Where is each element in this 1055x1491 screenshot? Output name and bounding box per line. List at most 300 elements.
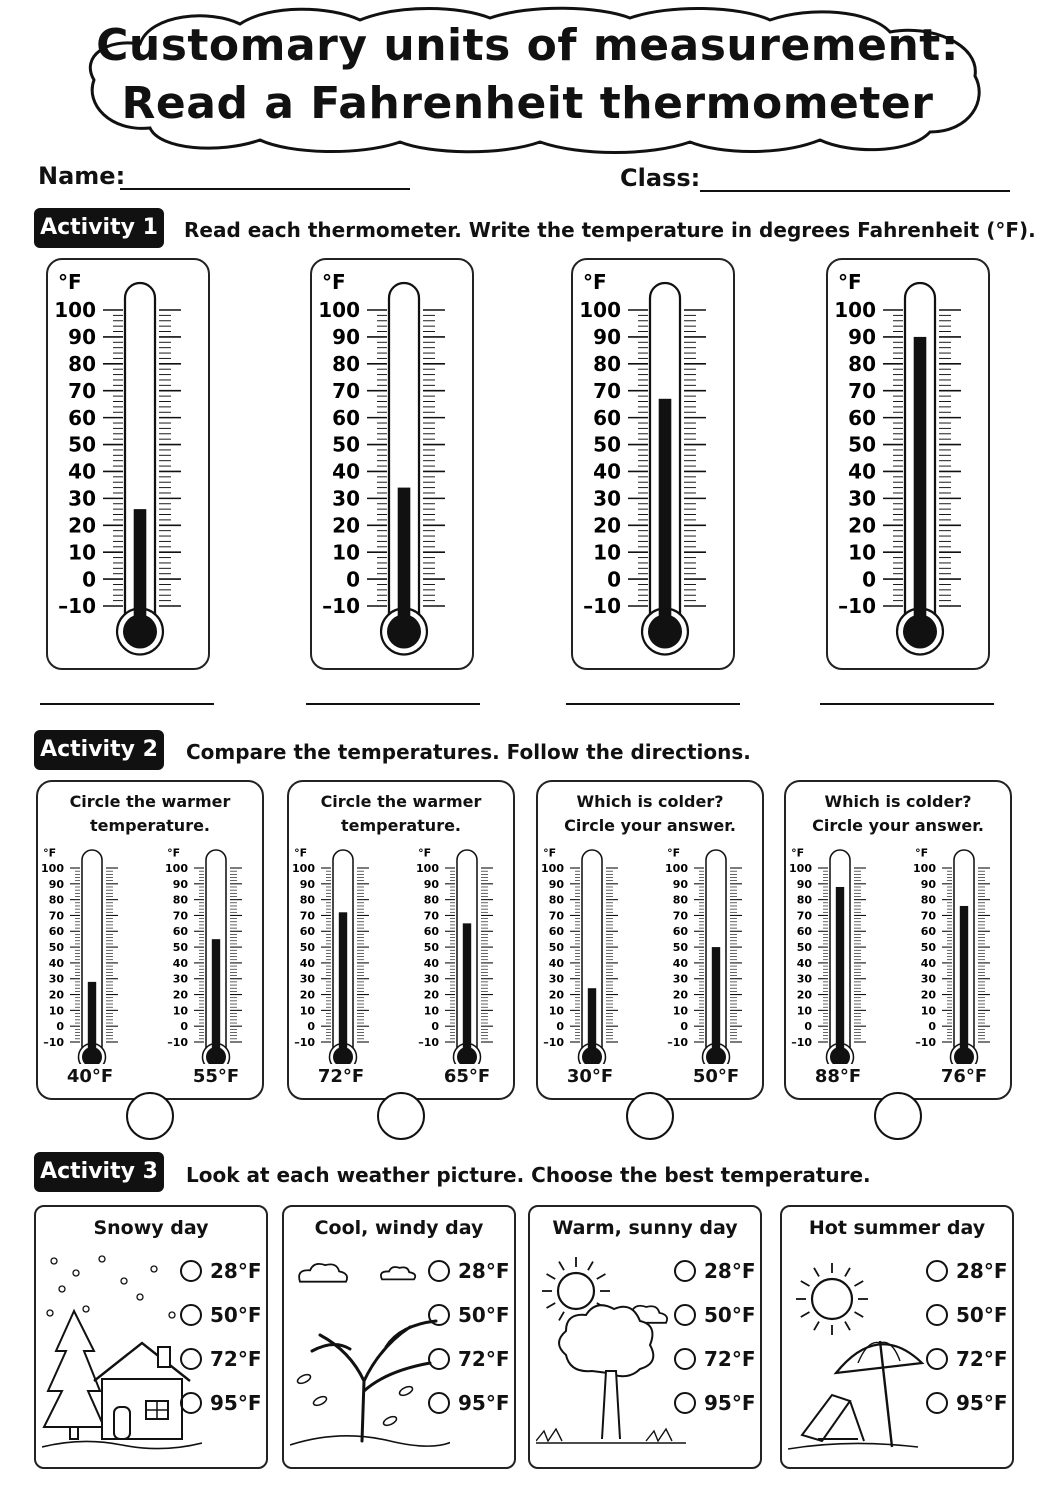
a1-thermo-1-bulb bbox=[123, 615, 157, 649]
activity-3-temp-option[interactable] bbox=[674, 1347, 756, 1371]
activity-1-thermometer-card bbox=[46, 258, 210, 670]
a2-card-3-left-tick-label: 80 bbox=[548, 893, 564, 907]
activity-2-thermometer-pair bbox=[786, 844, 1010, 1064]
a2-card-1-left-tick-label: 40 bbox=[48, 956, 64, 970]
a1-thermo-3-tick-label: –10 bbox=[583, 594, 621, 619]
activity-3-weather-card bbox=[34, 1205, 268, 1469]
a2-card-3-right-liquid-column bbox=[712, 947, 720, 1057]
a3-card-1-snowflake bbox=[99, 1256, 105, 1262]
a1-thermo-4-tick-label: 100 bbox=[834, 298, 876, 323]
a2-card-4-left-tick-label: 60 bbox=[796, 925, 812, 939]
a2-card-4-right-tick-label: 10 bbox=[920, 1004, 936, 1018]
a1-thermo-3-tick-label: 50 bbox=[593, 432, 621, 457]
a2-card-3-left-tick-label: 50 bbox=[548, 941, 564, 955]
activity-3-weather-title: Warm, sunny day bbox=[552, 1217, 738, 1239]
a1-thermo-1-liquid-column bbox=[134, 509, 147, 631]
activity-1-answer-line[interactable] bbox=[820, 703, 994, 705]
activity-3-weather-card bbox=[282, 1205, 516, 1469]
a2-card-4-right-tick-label: 20 bbox=[920, 988, 936, 1002]
a2-card-1-right-tick-label: 60 bbox=[172, 925, 188, 939]
a3-card-2-ground bbox=[290, 1436, 450, 1446]
activity-3-temp-option-label: 28°F bbox=[458, 1259, 510, 1283]
a1-thermo-2-tick-label: 10 bbox=[332, 540, 360, 565]
a1-thermo-1-tick-label: 90 bbox=[68, 325, 96, 350]
a2-card-3-left-tick-label: –10 bbox=[543, 1035, 564, 1049]
radio-circle-icon[interactable] bbox=[180, 1348, 202, 1370]
activity-2-right-temp[interactable]: 76°F bbox=[940, 1066, 988, 1087]
a2-card-1-right-tick-label: 10 bbox=[172, 1004, 188, 1018]
a2-card-1-right-liquid-column bbox=[212, 939, 220, 1057]
activity-2-direction-line-1: Which is colder? bbox=[576, 792, 724, 811]
radio-circle-icon[interactable] bbox=[180, 1392, 202, 1414]
activity-3-temp-option-label: 72°F bbox=[458, 1347, 510, 1371]
name-label: Name: bbox=[38, 162, 126, 190]
a1-thermo-3-tick-label: 60 bbox=[593, 405, 621, 430]
a2-card-3-left-tick-label: 40 bbox=[548, 956, 564, 970]
a1-thermo-2-tick-label: 40 bbox=[332, 459, 360, 484]
a2-card-3-left-tick-label: 70 bbox=[548, 909, 564, 923]
a1-thermo-1-tick-label: 10 bbox=[68, 540, 96, 565]
a3-card-3-sun-ray bbox=[559, 1312, 564, 1321]
a2-card-1-left-tick-label: 10 bbox=[48, 1004, 64, 1018]
a2-card-4-right-tick-label: –10 bbox=[915, 1035, 936, 1049]
a1-thermo-1-tick-label: –10 bbox=[58, 594, 96, 619]
a2-card-4-left-tick-label: 40 bbox=[796, 956, 812, 970]
a3-card-2-cloud bbox=[381, 1267, 415, 1279]
a3-card-4-sun-ray bbox=[845, 1322, 850, 1331]
a3-card-4-beach-chair bbox=[802, 1395, 864, 1441]
a3-card-4-sand bbox=[788, 1443, 918, 1449]
a2-card-2-left-liquid-column bbox=[339, 912, 347, 1057]
activity-2-left-temp[interactable]: 72°F bbox=[317, 1066, 365, 1087]
a1-thermo-3-tick-label: 20 bbox=[593, 513, 621, 538]
a2-card-2-right-tick-label: 40 bbox=[423, 956, 439, 970]
class-label: Class: bbox=[620, 164, 701, 192]
a2-card-4-right-tick-label: 60 bbox=[920, 925, 936, 939]
a1-thermo-3-tick-label: 70 bbox=[593, 378, 621, 403]
a3-card-4-sun bbox=[812, 1279, 852, 1319]
activity-2-left-temp[interactable]: 40°F bbox=[66, 1066, 114, 1087]
a2-card-4-left-tick-label: –10 bbox=[791, 1035, 812, 1049]
a2-card-3-right-tick-label: 50 bbox=[672, 941, 688, 955]
a2-card-2-left-tick-label: 0 bbox=[307, 1020, 315, 1034]
a2-card-1-right-tick-label: 50 bbox=[172, 941, 188, 955]
activity-3-weather-title: Snowy day bbox=[93, 1217, 209, 1239]
a1-thermo-4-unit-label: °F bbox=[838, 270, 862, 294]
radio-circle-icon[interactable] bbox=[674, 1260, 696, 1282]
a3-card-4-sun-ray bbox=[845, 1268, 850, 1277]
windy-tree-icon bbox=[290, 1251, 450, 1455]
a2-card-3-left-tick-label: 100 bbox=[541, 861, 564, 875]
a1-thermo-4-tick-label: 50 bbox=[848, 432, 876, 457]
a2-card-3-right-unit-label: °F bbox=[667, 846, 681, 860]
activity-1-thermometer bbox=[828, 260, 988, 668]
a2-card-1-right-tick-label: –10 bbox=[167, 1035, 188, 1049]
a2-card-4-right-tick-label: 90 bbox=[920, 877, 936, 891]
a2-card-2-left-tick-label: 50 bbox=[299, 941, 315, 955]
a3-card-2-blowing-leaf bbox=[398, 1385, 414, 1397]
a2-card-3-left-tick-label: 0 bbox=[556, 1020, 564, 1034]
activity-3-temp-option[interactable] bbox=[428, 1259, 510, 1283]
a2-card-1-left-tick-label: 90 bbox=[48, 877, 64, 891]
a1-thermo-2-tick-label: 80 bbox=[332, 352, 360, 377]
radio-circle-icon[interactable] bbox=[674, 1392, 696, 1414]
a3-card-3-sun-ray bbox=[597, 1274, 606, 1279]
activity-1-answer-line[interactable] bbox=[306, 703, 480, 705]
activity-2-badge: Activity 2 bbox=[34, 730, 164, 770]
activity-1-thermometer bbox=[48, 260, 208, 668]
activity-3-weather-title: Hot summer day bbox=[808, 1217, 986, 1239]
activity-1-badge: Activity 1 bbox=[34, 208, 164, 248]
a1-thermo-4-tick-label: 10 bbox=[848, 540, 876, 565]
activity-3-temp-option-label: 95°F bbox=[956, 1391, 1008, 1415]
activity-3-temp-option[interactable] bbox=[926, 1303, 1008, 1327]
activity-3-temp-option[interactable] bbox=[674, 1391, 756, 1415]
a1-thermo-3-tick-label: 0 bbox=[607, 567, 621, 592]
a3-card-1-snowflake bbox=[151, 1266, 157, 1272]
a3-card-1-snowflake bbox=[73, 1270, 79, 1276]
a2-card-2-right-tick-label: 50 bbox=[423, 941, 439, 955]
radio-circle-icon[interactable] bbox=[180, 1260, 202, 1282]
activity-3-weather-card bbox=[780, 1205, 1014, 1469]
a2-card-2-left-tick-label: 10 bbox=[299, 1004, 315, 1018]
a2-card-3-right-tick-label: 40 bbox=[672, 956, 688, 970]
a2-card-4-left-tick-label: 10 bbox=[796, 1004, 812, 1018]
a3-card-3-tree-trunk bbox=[602, 1371, 620, 1439]
radio-circle-icon[interactable] bbox=[428, 1348, 450, 1370]
a2-card-3-left-liquid-column bbox=[588, 988, 596, 1057]
a2-card-3-left-tick-label: 30 bbox=[548, 972, 564, 986]
activity-3-temp-option-label: 28°F bbox=[210, 1259, 262, 1283]
a3-card-3-sun-ray bbox=[547, 1303, 556, 1308]
a3-card-4-sun-ray bbox=[801, 1281, 810, 1286]
a2-card-2-left-tick-label: 70 bbox=[299, 909, 315, 923]
a1-thermo-2-tick-label: 0 bbox=[346, 567, 360, 592]
a3-card-2-bare-tree bbox=[312, 1321, 436, 1441]
a2-card-1-right-tick-label: 80 bbox=[172, 893, 188, 907]
a1-thermo-2-tick-label: 70 bbox=[332, 378, 360, 403]
activity-3-temp-option[interactable] bbox=[926, 1259, 1008, 1283]
a3-card-1-snowflake bbox=[51, 1258, 57, 1264]
a2-card-3-right-tick-label: 20 bbox=[672, 988, 688, 1002]
a2-card-3-left-tick-label: 20 bbox=[548, 988, 564, 1002]
a2-card-4-left-tick-label: 80 bbox=[796, 893, 812, 907]
activity-2-thermometer-pair bbox=[538, 844, 762, 1064]
a1-thermo-1-unit-label: °F bbox=[58, 270, 82, 294]
a2-card-3-right-tick-label: –10 bbox=[667, 1035, 688, 1049]
activity-3-temp-option-label: 28°F bbox=[704, 1259, 756, 1283]
activity-2-direction-line-1: Circle the warmer bbox=[320, 792, 482, 811]
a2-card-2-left-tick-label: –10 bbox=[294, 1035, 315, 1049]
radio-circle-icon[interactable] bbox=[428, 1392, 450, 1414]
a2-card-2-right-tick-label: 30 bbox=[423, 972, 439, 986]
a2-card-3-right-tick-label: 80 bbox=[672, 893, 688, 907]
a1-thermo-4-liquid-column bbox=[914, 337, 927, 632]
a1-thermo-3-tick-label: 80 bbox=[593, 352, 621, 377]
activity-3-temp-option-label: 50°F bbox=[956, 1303, 1008, 1327]
a1-thermo-4-tick-label: 20 bbox=[848, 513, 876, 538]
a2-card-3-left-tick-label: 60 bbox=[548, 925, 564, 939]
activity-2-compare-card bbox=[784, 780, 1012, 1100]
activity-2-answer-circle[interactable] bbox=[377, 1092, 425, 1140]
activity-3-temp-option-label: 95°F bbox=[704, 1391, 756, 1415]
name-field[interactable] bbox=[120, 188, 410, 190]
activity-3-temp-option[interactable] bbox=[180, 1303, 262, 1327]
a2-card-3-right-tick-label: 60 bbox=[672, 925, 688, 939]
radio-circle-icon[interactable] bbox=[428, 1260, 450, 1282]
activity-1-thermometer bbox=[312, 260, 472, 668]
a1-thermo-2-unit-label: °F bbox=[322, 270, 346, 294]
a1-thermo-3-tick-label: 10 bbox=[593, 540, 621, 565]
a2-card-2-right-tick-label: 70 bbox=[423, 909, 439, 923]
activity-2-direction-line-2: Circle your answer. bbox=[812, 816, 984, 835]
a2-card-2-left-tick-label: 30 bbox=[299, 972, 315, 986]
a3-card-1-snowflake bbox=[137, 1294, 143, 1300]
a1-thermo-1-tick-label: 40 bbox=[68, 459, 96, 484]
snowy-house-icon bbox=[42, 1251, 202, 1455]
a2-card-1-left-tick-label: 80 bbox=[48, 893, 64, 907]
a3-card-3-sun-ray bbox=[588, 1262, 593, 1271]
activity-3-temp-option-label: 50°F bbox=[210, 1303, 262, 1327]
page-title-line-1: Customary units of measurement: bbox=[96, 20, 959, 71]
a3-card-4-sun-ray bbox=[814, 1268, 819, 1277]
a2-card-1-right-tick-label: 100 bbox=[165, 861, 188, 875]
activity-3-temp-option-label: 72°F bbox=[210, 1347, 262, 1371]
radio-circle-icon[interactable] bbox=[674, 1304, 696, 1326]
a2-card-2-left-unit-label: °F bbox=[294, 846, 308, 860]
a3-card-1-chimney bbox=[158, 1347, 170, 1367]
activity-2-right-temp[interactable]: 50°F bbox=[692, 1066, 740, 1087]
radio-circle-icon[interactable] bbox=[926, 1392, 948, 1414]
activity-3-temp-option[interactable] bbox=[180, 1259, 262, 1283]
activity-1-answer-line[interactable] bbox=[566, 703, 740, 705]
a2-card-4-left-tick-label: 50 bbox=[796, 941, 812, 955]
activity-3-temp-option[interactable] bbox=[674, 1259, 756, 1283]
a1-thermo-2-tick-label: 100 bbox=[318, 298, 360, 323]
a2-card-2-right-tick-label: 10 bbox=[423, 1004, 439, 1018]
a3-card-2-cloud bbox=[299, 1264, 347, 1282]
a1-thermo-4-tick-label: 70 bbox=[848, 378, 876, 403]
activity-3-temp-option[interactable] bbox=[926, 1391, 1008, 1415]
a2-card-3-right-tick-label: 100 bbox=[665, 861, 688, 875]
a2-card-4-left-tick-label: 20 bbox=[796, 988, 812, 1002]
a2-card-2-right-tick-label: 20 bbox=[423, 988, 439, 1002]
activity-3-temp-option-label: 72°F bbox=[704, 1347, 756, 1371]
radio-circle-icon[interactable] bbox=[428, 1304, 450, 1326]
a3-card-1-snowflake bbox=[121, 1278, 127, 1284]
activity-3-temp-option[interactable] bbox=[926, 1347, 1008, 1371]
a2-card-3-left-tick-label: 10 bbox=[548, 1004, 564, 1018]
a1-thermo-4-tick-label: 30 bbox=[848, 486, 876, 511]
a1-thermo-2-tick-label: –10 bbox=[322, 594, 360, 619]
radio-circle-icon[interactable] bbox=[674, 1348, 696, 1370]
a2-card-4-right-tick-label: 70 bbox=[920, 909, 936, 923]
a1-thermo-2-bulb bbox=[387, 615, 421, 649]
a3-card-1-house-door bbox=[114, 1407, 130, 1439]
a2-card-2-right-tick-label: –10 bbox=[418, 1035, 439, 1049]
a2-card-4-left-liquid-column bbox=[836, 887, 844, 1057]
activity-2-direction-line-2: Circle your answer. bbox=[564, 816, 736, 835]
a1-thermo-2-tick-label: 20 bbox=[332, 513, 360, 538]
a2-card-1-left-tick-label: –10 bbox=[43, 1035, 64, 1049]
a2-card-3-right-tick-label: 90 bbox=[672, 877, 688, 891]
activity-2-compare-card bbox=[287, 780, 515, 1100]
a2-card-4-left-unit-label: °F bbox=[791, 846, 805, 860]
activity-3-temp-option-label: 95°F bbox=[210, 1391, 262, 1415]
a1-thermo-3-unit-label: °F bbox=[583, 270, 607, 294]
a2-card-4-left-tick-label: 0 bbox=[804, 1020, 812, 1034]
a1-thermo-4-tick-label: 90 bbox=[848, 325, 876, 350]
activity-2-right-temp[interactable]: 65°F bbox=[443, 1066, 491, 1087]
activity-2-answer-circle[interactable] bbox=[126, 1092, 174, 1140]
a2-card-1-right-unit-label: °F bbox=[167, 846, 181, 860]
a3-card-1-snowflake bbox=[59, 1286, 65, 1292]
a2-card-1-left-tick-label: 30 bbox=[48, 972, 64, 986]
a1-thermo-2-tick-label: 50 bbox=[332, 432, 360, 457]
a2-card-4-right-tick-label: 0 bbox=[928, 1020, 936, 1034]
a2-card-1-left-tick-label: 0 bbox=[56, 1020, 64, 1034]
a2-card-2-right-tick-label: 80 bbox=[423, 893, 439, 907]
activity-3-temp-option-label: 72°F bbox=[956, 1347, 1008, 1371]
activity-2-answer-circle[interactable] bbox=[626, 1092, 674, 1140]
a1-thermo-1-tick-label: 80 bbox=[68, 352, 96, 377]
a1-thermo-4-tick-label: 80 bbox=[848, 352, 876, 377]
a3-card-4-umbrella-canopy bbox=[836, 1344, 922, 1373]
a3-card-2-blowing-leaf bbox=[382, 1415, 398, 1427]
a2-card-1-left-liquid-column bbox=[88, 982, 96, 1057]
activity-3-temp-option-label: 50°F bbox=[458, 1303, 510, 1327]
a2-card-2-left-tick-label: 90 bbox=[299, 877, 315, 891]
activity-3-temp-option[interactable] bbox=[428, 1391, 510, 1415]
a3-card-1-snowflake bbox=[169, 1312, 175, 1318]
activity-2-direction-line-2: temperature. bbox=[89, 816, 211, 835]
page-title-line-2: Read a Fahrenheit thermometer bbox=[121, 78, 934, 129]
activity-3-temp-option[interactable] bbox=[428, 1303, 510, 1327]
activity-2-compare-card bbox=[536, 780, 764, 1100]
a2-card-2-right-liquid-column bbox=[463, 923, 471, 1057]
activity-1-thermometer-card bbox=[310, 258, 474, 670]
a1-thermo-4-tick-label: 40 bbox=[848, 459, 876, 484]
a1-thermo-3-tick-label: 30 bbox=[593, 486, 621, 511]
a3-card-1-tree-trunk bbox=[70, 1427, 78, 1439]
a1-thermo-2-tick-label: 60 bbox=[332, 405, 360, 430]
activity-3-weather-title: Cool, windy day bbox=[314, 1217, 484, 1239]
activity-2-instruction: Compare the temperatures. Follow the directions. bbox=[186, 740, 751, 764]
activity-2-answer-circle[interactable] bbox=[874, 1092, 922, 1140]
a3-card-1-house-roof bbox=[94, 1343, 190, 1381]
a3-card-4-sun-ray bbox=[855, 1281, 864, 1286]
a1-thermo-3-tick-label: 100 bbox=[579, 298, 621, 323]
activity-2-direction-line-1: Circle the warmer bbox=[69, 792, 231, 811]
a3-card-1-pine-tree bbox=[44, 1311, 104, 1427]
a2-card-1-right-tick-label: 30 bbox=[172, 972, 188, 986]
class-field[interactable] bbox=[700, 190, 1010, 192]
a2-card-4-left-tick-label: 100 bbox=[789, 861, 812, 875]
a2-card-3-right-tick-label: 0 bbox=[680, 1020, 688, 1034]
a2-card-4-right-unit-label: °F bbox=[915, 846, 929, 860]
activity-2-left-temp[interactable]: 30°F bbox=[566, 1066, 614, 1087]
a2-card-4-left-tick-label: 30 bbox=[796, 972, 812, 986]
activity-3-temp-option[interactable] bbox=[180, 1391, 262, 1415]
a1-thermo-1-tick-label: 30 bbox=[68, 486, 96, 511]
a2-card-2-left-tick-label: 100 bbox=[292, 861, 315, 875]
a3-card-1-snowflake bbox=[47, 1310, 53, 1316]
activity-2-thermometer-pair bbox=[289, 844, 513, 1064]
a3-card-3-sun-ray bbox=[547, 1274, 556, 1279]
a1-thermo-2-tick-label: 90 bbox=[332, 325, 360, 350]
a2-card-3-left-tick-label: 90 bbox=[548, 877, 564, 891]
a2-card-4-right-tick-label: 50 bbox=[920, 941, 936, 955]
a2-card-2-right-tick-label: 0 bbox=[431, 1020, 439, 1034]
a1-thermo-4-tick-label: 60 bbox=[848, 405, 876, 430]
activity-3-temp-option-label: 50°F bbox=[704, 1303, 756, 1327]
activity-2-right-temp[interactable]: 55°F bbox=[192, 1066, 240, 1087]
a1-thermo-1-tick-label: 70 bbox=[68, 378, 96, 403]
a2-card-3-right-tick-label: 70 bbox=[672, 909, 688, 923]
a1-thermo-1-tick-label: 100 bbox=[54, 298, 96, 323]
a1-thermo-2-tick-label: 30 bbox=[332, 486, 360, 511]
a1-thermo-1-tick-label: 0 bbox=[82, 567, 96, 592]
a2-card-2-left-tick-label: 80 bbox=[299, 893, 315, 907]
a3-card-2-blowing-leaf bbox=[312, 1395, 328, 1407]
activity-3-temp-option[interactable] bbox=[180, 1347, 262, 1371]
activity-2-compare-card bbox=[36, 780, 264, 1100]
a2-card-1-left-tick-label: 70 bbox=[48, 909, 64, 923]
radio-circle-icon[interactable] bbox=[926, 1304, 948, 1326]
activity-3-temp-option-label: 95°F bbox=[458, 1391, 510, 1415]
a2-card-1-right-tick-label: 70 bbox=[172, 909, 188, 923]
activity-1-answer-line[interactable] bbox=[40, 703, 214, 705]
a2-card-2-left-tick-label: 60 bbox=[299, 925, 315, 939]
a1-thermo-1-tick-label: 20 bbox=[68, 513, 96, 538]
activity-3-badge: Activity 3 bbox=[34, 1152, 164, 1192]
activity-3-temp-option[interactable] bbox=[428, 1347, 510, 1371]
a3-card-1-snowflake bbox=[83, 1306, 89, 1312]
a2-card-1-left-tick-label: 100 bbox=[41, 861, 64, 875]
a2-card-2-right-tick-label: 100 bbox=[416, 861, 439, 875]
activity-1-instruction: Read each thermometer. Write the temperature in degrees Fahrenheit (°F). bbox=[184, 218, 1036, 242]
activity-3-temp-option[interactable] bbox=[674, 1303, 756, 1327]
sun-tree-icon bbox=[536, 1251, 696, 1455]
radio-circle-icon[interactable] bbox=[180, 1304, 202, 1326]
a2-card-2-left-tick-label: 40 bbox=[299, 956, 315, 970]
radio-circle-icon[interactable] bbox=[926, 1348, 948, 1370]
activity-3-instruction: Look at each weather picture. Choose the best temperature. bbox=[186, 1163, 871, 1187]
activity-2-direction-line-1: Which is colder? bbox=[824, 792, 972, 811]
a1-thermo-4-bulb bbox=[903, 615, 937, 649]
a1-thermo-1-tick-label: 50 bbox=[68, 432, 96, 457]
a2-card-1-left-tick-label: 20 bbox=[48, 988, 64, 1002]
activity-2-left-temp[interactable]: 88°F bbox=[814, 1066, 862, 1087]
beach-umbrella-icon bbox=[788, 1251, 948, 1455]
a3-card-1-snow-ground bbox=[42, 1441, 202, 1448]
a2-card-4-right-tick-label: 100 bbox=[913, 861, 936, 875]
a3-card-3-sun bbox=[558, 1273, 594, 1309]
a2-card-1-right-tick-label: 20 bbox=[172, 988, 188, 1002]
a2-card-4-left-tick-label: 70 bbox=[796, 909, 812, 923]
a1-thermo-3-bulb bbox=[648, 615, 682, 649]
a3-card-4-sun-ray bbox=[801, 1312, 810, 1317]
a2-card-4-left-tick-label: 90 bbox=[796, 877, 812, 891]
a1-thermo-1-tick-label: 60 bbox=[68, 405, 96, 430]
radio-circle-icon[interactable] bbox=[926, 1260, 948, 1282]
a2-card-1-left-unit-label: °F bbox=[43, 846, 57, 860]
a2-card-2-right-tick-label: 90 bbox=[423, 877, 439, 891]
a2-card-2-right-unit-label: °F bbox=[418, 846, 432, 860]
activity-1-thermometer bbox=[573, 260, 733, 668]
a3-card-4-sun-ray bbox=[814, 1322, 819, 1331]
a2-card-3-right-tick-label: 30 bbox=[672, 972, 688, 986]
